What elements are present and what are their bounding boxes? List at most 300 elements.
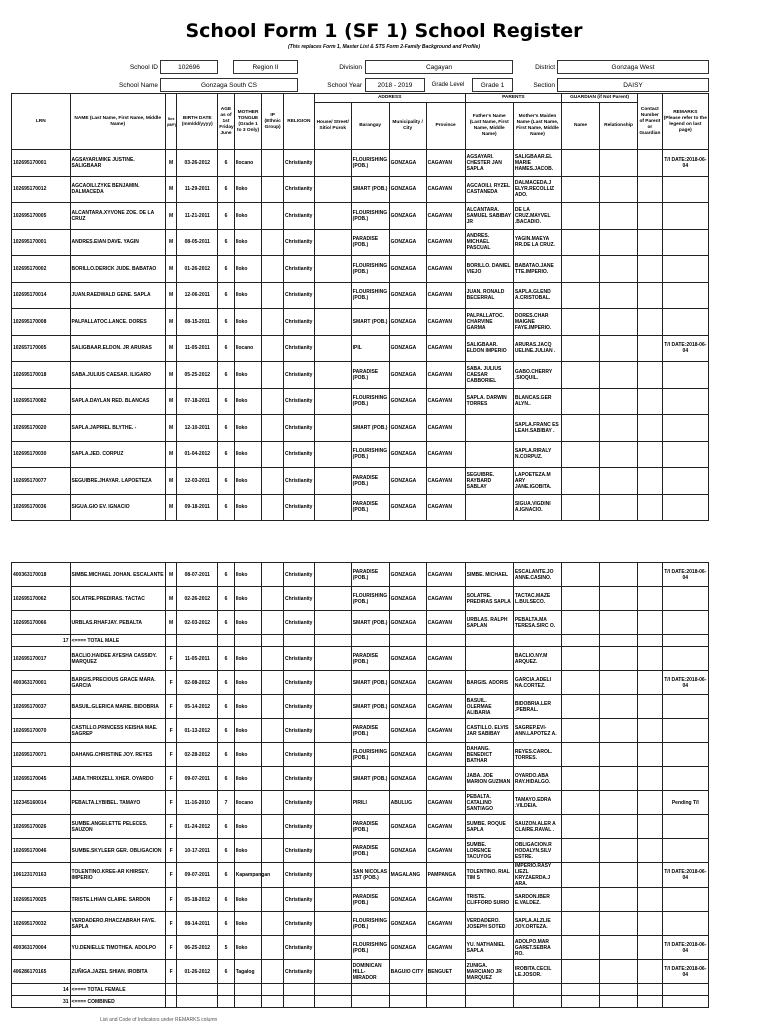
mother-cell: REYES.CAROL. TORRES. [513,743,561,767]
empty-cell [426,996,465,1008]
barangay-cell: PARADISE (POB.) [351,494,389,521]
religion-cell: Christianity [283,563,314,587]
lrn-cell: 102695170032 [12,912,71,936]
father-cell: SUMBE. ROQUE SAPLA [465,815,513,839]
house-cell [314,388,351,415]
barangay-cell: SMART (POB.) [351,611,389,635]
house-cell [314,468,351,495]
table-row [12,936,709,960]
col-province: Province [426,103,465,150]
remarks-cell [662,388,708,415]
ip-cell [262,695,284,719]
house-cell [314,695,351,719]
father-cell [465,441,513,468]
ip-cell [262,647,284,671]
mother-tongue-cell: Iloko [234,229,262,256]
name-cell: ZUÑIGA.JAZEL SHIAN. IROBITA [70,960,165,984]
religion-cell: Christianity [283,647,314,671]
empty-cell [283,996,314,1008]
house-cell [314,647,351,671]
barangay-cell: FLOURISHING (POB.) [351,282,389,309]
municipality-cell: GONZAGA [389,441,426,468]
father-cell: JABA. JOE MARION GUZMAN [465,767,513,791]
province-cell: CAGAYAN [426,743,465,767]
religion-cell: Christianity [283,791,314,815]
birth-date-cell: 09-18-2011 [177,494,218,521]
empty-cell [600,996,638,1008]
house-cell [314,863,351,888]
age-cell: 6 [218,695,234,719]
empty-cell [389,984,426,996]
name-cell: CASTILLO.PRINCESS KEISHA MAE. SAGREP [70,719,165,743]
sex-cell: M [165,563,176,587]
sex-cell: F [165,767,176,791]
contact-cell [638,563,663,587]
lrn-cell: 102695170002 [12,256,71,283]
age-cell: 6 [218,647,234,671]
empty-cell [562,635,600,647]
empty-cell [389,996,426,1008]
mother-tongue-cell: Iloko [234,671,262,695]
mother-tongue-cell: Iloko [234,839,262,863]
religion-cell: Christianity [283,362,314,389]
father-cell: SEGUIBRE. RAYBARD SABLAY [465,468,513,495]
contact-cell [638,176,663,203]
table-row [12,912,709,936]
mother-cell: DORES.CHAR MAIGNE FAYE.IMPERIO. [513,309,561,336]
lrn-cell: 102695170062 [12,587,71,611]
contact-cell [638,767,663,791]
guardian-relationship-cell [600,815,638,839]
house-cell [314,888,351,912]
contact-cell [638,256,663,283]
father-cell: BARGIS. ADORIS [465,671,513,695]
empty-cell [600,984,638,996]
barangay-cell: PARADISE (POB.) [351,719,389,743]
province-cell: BENGUET [426,960,465,984]
guardian-name-cell [562,282,600,309]
religion-cell: Christianity [283,888,314,912]
municipality-cell: GONZAGA [389,563,426,587]
province-cell: CAGAYAN [426,282,465,309]
col-sex: Sex (M/F) [165,94,176,150]
guardian-relationship-cell [600,888,638,912]
age-cell: 6 [218,335,234,362]
guardian-name-cell [562,494,600,521]
age-cell: 6 [218,671,234,695]
name-cell: YU.DENIELLE TIMOTHEA. ADOLPO [70,936,165,960]
name-cell: BACLIO.HAIDEE AYESHA CASSIDY. MARQUEZ [70,647,165,671]
guardian-name-cell [562,611,600,635]
barangay-cell: PARADISE (POB.) [351,563,389,587]
mother-cell: SIGUA.VIGDINI A.IGNACIO. [513,494,561,521]
sex-cell: M [165,494,176,521]
province-cell: CAGAYAN [426,229,465,256]
col-mother-tongue: MOTHER TONGUE (Grade 1 to 3 Only) [234,94,262,150]
lrn-cell: 102695170046 [12,839,71,863]
barangay-cell: DOMINICAN HILL-MIRADOR [351,960,389,984]
sex-cell: M [165,362,176,389]
remarks-cell: Pending T/I [662,791,708,815]
col-lrn: LRN [12,94,71,150]
guardian-relationship-cell [600,647,638,671]
age-cell: 6 [218,362,234,389]
house-cell [314,335,351,362]
mother-tongue-cell: Iloko [234,309,262,336]
house-cell [314,791,351,815]
lrn-cell: 102695170005 [12,203,71,230]
province-cell: CAGAYAN [426,839,465,863]
col-house: House/ Street/ Sitio/ Purok [314,103,351,150]
barangay-cell: PARADISE (POB.) [351,647,389,671]
father-cell: PALPALLATOC. CHARVINE GARMA [465,309,513,336]
age-cell: 6 [218,441,234,468]
col-age: AGE as of 1st Friday June [218,94,234,150]
remarks-cell [662,587,708,611]
col-name: NAME (Last Name, First Name, Middle Name) [70,94,165,150]
age-cell: 6 [218,388,234,415]
lrn-cell: 102695170036 [12,494,71,521]
remarks-cell [662,494,708,521]
guardian-relationship-cell [600,362,638,389]
religion-cell: Christianity [283,767,314,791]
religion-cell: Christianity [283,839,314,863]
remarks-cell [662,362,708,389]
mother-tongue-cell: Iloko [234,415,262,442]
age-cell: 6 [218,563,234,587]
sex-cell: M [165,388,176,415]
municipality-cell: GONZAGA [389,229,426,256]
religion-cell: Christianity [283,695,314,719]
contact-cell [638,671,663,695]
table-row [12,335,709,362]
father-cell: YU. NATHANIEL SAPLA [465,936,513,960]
name-cell: JABA.THRIXZELL XHER. OYARDO [70,767,165,791]
ip-cell [262,611,284,635]
section-value: DAISY [557,78,709,92]
empty-cell [662,996,708,1008]
age-cell: 6 [218,815,234,839]
guardian-relationship-cell [600,282,638,309]
table-row [12,388,709,415]
contact-cell [638,647,663,671]
sex-cell: F [165,647,176,671]
municipality-cell: GONZAGA [389,671,426,695]
religion-cell: Christianity [283,441,314,468]
ip-cell [262,888,284,912]
empty-cell [177,996,218,1008]
religion-cell: Christianity [283,388,314,415]
col-parents: PARENTS [465,94,561,103]
mother-tongue-cell: Ilocano [234,791,262,815]
mother-tongue-cell: Iloko [234,743,262,767]
province-cell: CAGAYAN [426,611,465,635]
house-cell [314,587,351,611]
district-value: Gonzaga West [557,60,709,74]
contact-cell [638,839,663,863]
birth-date-cell: 01-26-2012 [177,256,218,283]
father-cell: TRISTE. CLIFFORD SURIO [465,888,513,912]
guardian-name-cell [562,743,600,767]
empty-cell [218,984,234,996]
remarks-cell [662,256,708,283]
empty-cell [562,996,600,1008]
table-row [12,415,709,442]
empty-cell [562,984,600,996]
sex-cell: M [165,309,176,336]
lrn-cell: 102695170001 [12,150,71,177]
barangay-cell: FLOURISHING (POB.) [351,203,389,230]
lrn-cell: 406286170165 [12,960,71,984]
barangay-cell: FLOURISHING (POB.) [351,256,389,283]
house-cell [314,256,351,283]
birth-date-cell: 11-05-2011 [177,335,218,362]
province-cell: CAGAYAN [426,587,465,611]
religion-cell: Christianity [283,587,314,611]
table-row [12,611,709,635]
father-cell [465,647,513,671]
birth-date-cell: 05-25-2012 [177,362,218,389]
lrn-cell: 102695170037 [12,695,71,719]
sex-cell: F [165,888,176,912]
col-guardian: GUARDIAN (if Not Parent) [562,94,638,103]
mother-tongue-cell: Ilocano [234,335,262,362]
guardian-relationship-cell [600,839,638,863]
mother-tongue-cell: Tagalog [234,960,262,984]
district-label: District [535,63,555,71]
age-cell: 7 [218,791,234,815]
sex-cell: F [165,815,176,839]
sex-cell: F [165,839,176,863]
religion-cell: Christianity [283,815,314,839]
remarks-cell: T/I DATE:2018-06-04 [662,936,708,960]
municipality-cell: GONZAGA [389,415,426,442]
sex-cell: F [165,719,176,743]
contact-cell [638,912,663,936]
ip-cell [262,767,284,791]
mother-tongue-cell: Kapampangan [234,863,262,888]
province-cell: CAGAYAN [426,309,465,336]
mother-cell: PEBALTA.MA TERESA.SIRC O. [513,611,561,635]
birth-date-cell: 01-13-2012 [177,719,218,743]
contact-cell [638,815,663,839]
sex-cell: M [165,441,176,468]
register-table-page2 [11,562,709,1008]
mother-tongue-cell: Iloko [234,912,262,936]
religion-cell: Christianity [283,282,314,309]
table-row [12,203,709,230]
school-name-label: School Name [118,81,158,89]
mother-cell: BACLIO.NY.M ARQUEZ. [513,647,561,671]
birth-date-cell: 11-29-2011 [177,176,218,203]
table-row [12,863,709,888]
age-cell: 5 [218,936,234,960]
age-cell: 6 [218,468,234,495]
name-cell: SIMBE.MICHAEL JOHAN. ESCALANTE [70,563,165,587]
empty-cell [351,996,389,1008]
lrn-cell: 102695170082 [12,388,71,415]
contact-cell [638,719,663,743]
ip-cell [262,388,284,415]
age-cell: 6 [218,150,234,177]
contact-cell [638,468,663,495]
age-cell: 6 [218,719,234,743]
remarks-cell [662,647,708,671]
remarks-cell [662,743,708,767]
contact-cell [638,791,663,815]
age-cell: 6 [218,743,234,767]
name-cell: SABA.JULIUS CAESAR. ILIGARO [70,362,165,389]
name-cell: SAPLA.JED. CORPUZ [70,441,165,468]
guardian-relationship-cell [600,203,638,230]
lrn-cell: 102695170045 [12,767,71,791]
guardian-name-cell [562,388,600,415]
name-cell: SUMBE.ANGELETTE PELECES. SAUZON [70,815,165,839]
mother-tongue-cell: Iloko [234,256,262,283]
province-cell: CAGAYAN [426,936,465,960]
total-label: <==== COMBINED [70,996,165,1008]
col-birth-date: BIRTH DATE (mm/dd/yyyy) [177,94,218,150]
ip-cell [262,176,284,203]
lrn-cell: 102695170030 [12,441,71,468]
lrn-cell: 400363170004 [12,936,71,960]
lrn-cell: 400363170018 [12,563,71,587]
religion-cell: Christianity [283,960,314,984]
lrn-cell: 102695170070 [12,719,71,743]
mother-cell: BLANCAS.GER ALYN.. [513,388,561,415]
guardian-name-cell [562,912,600,936]
religion-cell: Christianity [283,176,314,203]
name-cell: BARGIS.PRECIOUS GRACE MARA. GARCIA [70,671,165,695]
province-cell: CAGAYAN [426,441,465,468]
guardian-relationship-cell [600,743,638,767]
birth-date-cell: 01-26-2012 [177,960,218,984]
guardian-name-cell [562,563,600,587]
religion-cell: Christianity [283,468,314,495]
guardian-name-cell [562,695,600,719]
remarks-cell [662,468,708,495]
religion-cell: Christianity [283,611,314,635]
school-year-value: 2018 - 2019 [365,78,425,92]
remarks-cell [662,767,708,791]
mother-cell: IMPERIO.RASY LIEZL KRYZAERDA.J ARA. [513,863,561,888]
remarks-cell [662,888,708,912]
empty-cell [638,996,663,1008]
sex-cell: M [165,282,176,309]
father-cell: ALCANTARA. SAMUEL SABIBAY JR [465,203,513,230]
table-row [12,635,709,647]
contact-cell [638,587,663,611]
lrn-cell: 106123170163 [12,863,71,888]
table-row [12,362,709,389]
birth-date-cell: 01-24-2012 [177,815,218,839]
guardian-name-cell [562,960,600,984]
name-cell: PALPALLATOC.LANCE. DORES [70,309,165,336]
birth-date-cell: 08-14-2011 [177,912,218,936]
empty-cell [314,635,351,647]
name-cell: PEBALTA.LYBIBEL. TAMAYO [70,791,165,815]
province-cell: CAGAYAN [426,791,465,815]
age-cell: 6 [218,863,234,888]
name-cell: AGSAYARI.MIKE JUSTINE. SALIGBAAR [70,150,165,177]
house-cell [314,150,351,177]
remarks-cell [662,611,708,635]
table-row [12,647,709,671]
name-cell: AGCAOILI.ZYKE BENJAMIN. DALMACEDA [70,176,165,203]
mother-cell: DE LA CRUZ.MAYVEL .BACADIO. [513,203,561,230]
municipality-cell: GONZAGA [389,494,426,521]
guardian-name-cell [562,936,600,960]
ip-cell [262,282,284,309]
mother-tongue-cell: Iloko [234,468,262,495]
sex-cell: F [165,743,176,767]
contact-cell [638,282,663,309]
total-count: 17 [12,635,71,647]
guardian-name-cell [562,791,600,815]
municipality-cell: GONZAGA [389,587,426,611]
remarks-cell [662,282,708,309]
ip-cell [262,256,284,283]
total-count: 14 [12,984,71,996]
ip-cell [262,671,284,695]
ip-cell [262,441,284,468]
table-row [12,767,709,791]
father-cell: SIMBE. MICHAEL [465,563,513,587]
mother-tongue-cell: Iloko [234,176,262,203]
sex-cell: M [165,587,176,611]
name-cell: TRISTE.LHIAN CLAIRE. SARDON [70,888,165,912]
age-cell: 6 [218,767,234,791]
grade-level-label: Grade Level [431,81,465,88]
school-name-value: Gonzaga South CS [160,78,298,92]
barangay-cell: PARADISE (POB.) [351,815,389,839]
guardian-relationship-cell [600,176,638,203]
lrn-cell: 102695170025 [12,888,71,912]
barangay-cell: FLOURISHING (POB.) [351,936,389,960]
name-cell: ALCANTARA.XYVONE ZOE. DE LA CRUZ [70,203,165,230]
municipality-cell: GONZAGA [389,335,426,362]
province-cell: CAGAYAN [426,912,465,936]
mother-cell: LAPOETEZA.M ARY JANE.IGOBITA. [513,468,561,495]
guardian-name-cell [562,441,600,468]
remarks-cell: T/I DATE:2018-06-04 [662,150,708,177]
guardian-name-cell [562,863,600,888]
house-cell [314,494,351,521]
name-cell: ANDRES.EIAN DAVE. YAGIN [70,229,165,256]
empty-cell [262,996,284,1008]
name-cell: URBLAS.RHAFJAY. PEBALTA [70,611,165,635]
mother-cell: TAMAYO.EDRA .VILDEIA. [513,791,561,815]
province-cell: CAGAYAN [426,671,465,695]
barangay-cell: PARADISE (POB.) [351,468,389,495]
house-cell [314,563,351,587]
register-table-page1 [11,93,709,521]
remarks-cell [662,309,708,336]
empty-cell [465,635,513,647]
contact-cell [638,743,663,767]
section-label: Section [533,81,555,89]
mother-cell: SAPLA.GLEND A.CRISTOBAL. [513,282,561,309]
lrn-cell: 102695170012 [12,176,71,203]
province-cell: CAGAYAN [426,719,465,743]
col-guardian-name: Name [562,103,600,150]
table-row [12,309,709,336]
school-id-value: 102696 [160,60,218,74]
empty-cell [234,996,262,1008]
mother-cell: SAPLA.FRANC ES LEAH.SABIBAY . [513,415,561,442]
mother-tongue-cell: Iloko [234,815,262,839]
house-cell [314,743,351,767]
